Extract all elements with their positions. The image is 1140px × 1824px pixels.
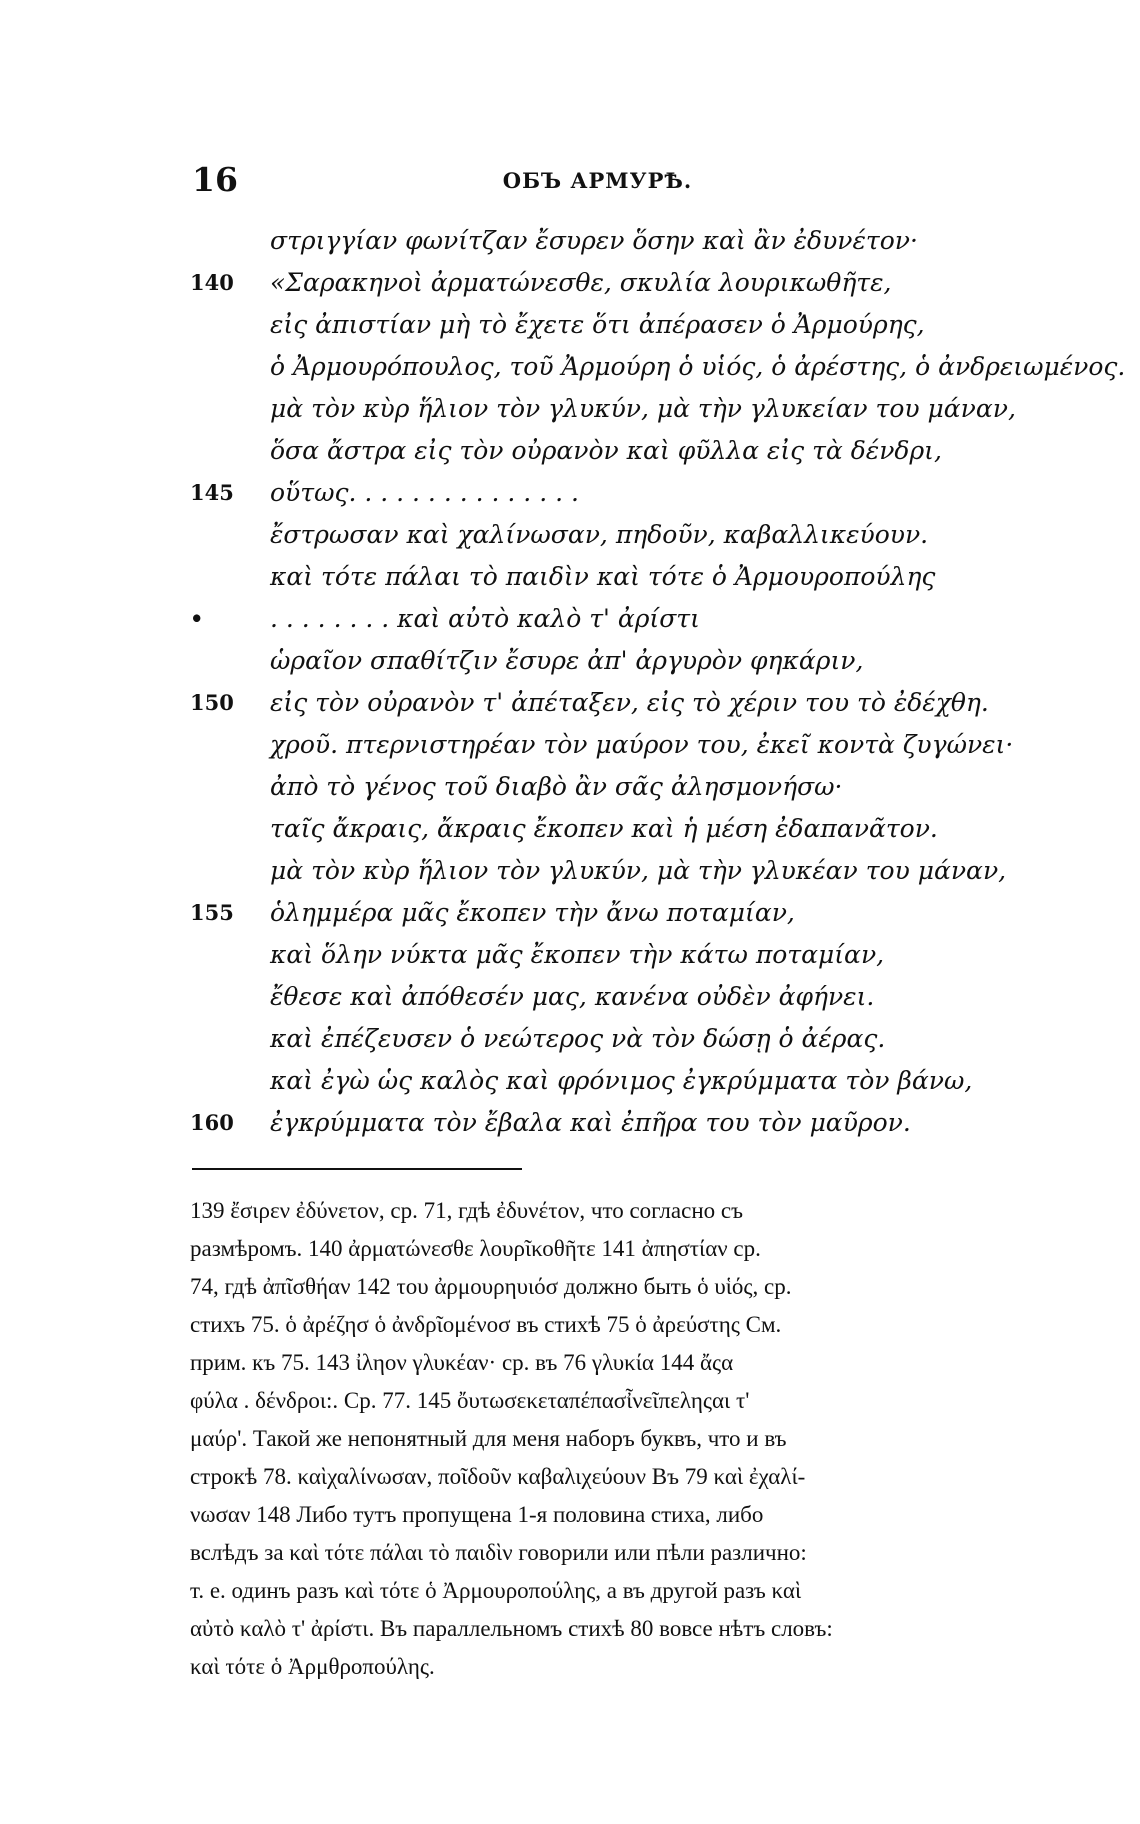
verse-text: . . . . . . . . καὶ αὐτὸ καλὸ τ' ἀρίστι [270, 604, 700, 633]
verse-line [190, 724, 1070, 766]
line-number: 140 [190, 270, 234, 295]
line-number: 150 [190, 690, 234, 715]
verse-text: χροῦ. πτερνιστηρέαν τὸν μαύρον του, ἐκεῖ κοντὰ ζυγώνει· [270, 730, 1014, 759]
verse-line [190, 850, 1070, 892]
verse-line [190, 514, 1070, 556]
verse-line [190, 388, 1070, 430]
verse-text: ταῖς ἄκραις, ἄκραις ἔκοπεν καὶ ἡ μέση ἐδαπανᾶτον. [270, 814, 938, 843]
line-number: 160 [190, 1110, 234, 1135]
footnote-line: прим. къ 75. 143 ἰληον γλυκέαν· ср. въ 76 γλυκία 144 ἄςα [190, 1350, 734, 1375]
verse-line [190, 1060, 1070, 1102]
page-number: 16 [192, 160, 238, 199]
verse-line [190, 598, 1070, 640]
line-number: 155 [190, 900, 234, 925]
verse-text: καὶ ὅλην νύκτα μᾶς ἔκοπεν τὴν κάτω ποταμίαν, [270, 940, 885, 969]
verse-text: μὰ τὸν κὺρ ἥλιον τὸν γλυκύν, μὰ τὴν γλυκέαν του μάναν, [270, 856, 1007, 885]
verse-line [190, 976, 1070, 1018]
verse-line [190, 304, 1070, 346]
footnote-line: 139 ἔσιρεν ἐδύνετον, ср. 71, гдѣ ἐδυνέτον, что согласно съ [190, 1198, 743, 1223]
verse-text: καὶ ἐπέζευσεν ὁ νεώτερος νὰ τὸν δώσῃ ὁ ἀέρας. [270, 1024, 886, 1053]
verse-block [190, 220, 1126, 1144]
verse-line [190, 220, 1070, 262]
line-number: 145 [190, 480, 234, 505]
verse-text: ἔστρωσαν καὶ χαλίνωσαν, πηδοῦν, καβαλλικεύουν. [270, 520, 929, 549]
verse-text: στριγγίαν φωνίτζαν ἔσυρεν ὅσην καὶ ἂν ἐδυνέτον· [270, 226, 918, 255]
verse-line [190, 430, 1070, 472]
verse-text: εἰς ἀπιστίαν μὴ τὸ ἔχετε ὅτι ἀπέρασεν ὁ Ἀρμούρης, [270, 310, 925, 339]
verse-text: εἰς τὸν οὐρανὸν τ' ἀπέταξεν, εἰς τὸ χέριν του τὸ ἐδέχθη. [270, 688, 989, 717]
footnote-line: καὶ τότε ὁ Ἀρμθροπούλης. [190, 1654, 435, 1679]
verse-text: καὶ ἐγὼ ὡς καλὸς καὶ φρόνιμος ἐγκρύμματα τὸν βάνω, [270, 1066, 973, 1095]
verse-line [190, 808, 1070, 850]
verse-text: ἐγκρύμματα τὸν ἔβαλα καὶ ἐπῆρα του τὸν μαῦρον. [270, 1108, 911, 1137]
footnote-line: строкѣ 78. καὶχαλίνωσαν, ποῖδοῦν καβαλιχεύουν Въ 79 καὶ ἐχαλί- [190, 1464, 806, 1489]
verse-text: καὶ τότε πάλαι τὸ παιδὶν καὶ τότε ὁ Ἀρμουροπούλης [270, 562, 936, 591]
verse-line [190, 934, 1070, 976]
footnote-line: φύλα . δένδροι:. Ср. 77. 145 ὄυτωσεκεταπέπασἶνεῖπεληςαι τ' [190, 1388, 750, 1413]
footnote-line: вслѣдъ за καὶ τότε πάλαι τὸ παιδὶν говорили или пѣли различно: [190, 1540, 807, 1565]
footnote-line: размѣромъ. 140 ἀρματώνεσθε λουρῖκοθῆτε 141 ἀπηστίαν ср. [190, 1236, 761, 1261]
line-number: • [190, 606, 204, 631]
verse-line [190, 766, 1070, 808]
footnote-line: стихъ 75. ὁ ἀρέζησ ὁ ἀνδρῖομένοσ въ стихѣ 75 ὁ ἀρεύστης См. [190, 1312, 782, 1337]
verse-line [190, 472, 1070, 514]
footnote-block [190, 1192, 1070, 1686]
verse-text: «Σαρακηνοὶ ἀρματώνεσθε, σκυλία λουρικωθῆτε, [270, 268, 892, 297]
verse-line [190, 346, 1126, 388]
verse-text: ἀπὸ τὸ γένος τοῦ διαβὸ ἂν σᾶς ἀλησμονήσω· [270, 772, 843, 801]
verse-text: ὅσα ἄστρα εἰς τὸν οὐρανὸν καὶ φῦλλα εἰς τὰ δένδρι, [270, 436, 942, 465]
verse-line [190, 682, 1070, 724]
footnote-line: μαύρ'. Такой же непонятный для меня наборъ буквъ, что и въ [190, 1426, 787, 1451]
verse-text: ὡραῖον σπαθίτζιν ἔσυρε ἀπ' ἀργυρὸν φηκάριν, [270, 646, 864, 675]
footnote-line: 74, гдѣ ἀπῖσθήαν 142 του ἀρμουρηυιόσ должно быть ὁ υἱός, ср. [190, 1274, 792, 1299]
verse-text: ὁλημμέρα μᾶς ἔκοπεν τὴν ἄνω ποταμίαν, [270, 898, 795, 927]
verse-line [190, 640, 1070, 682]
running-head: ОБЪ АРМУРѢ. [502, 168, 693, 193]
verse-line [190, 1018, 1070, 1060]
verse-text: μὰ τὸν κὺρ ἥλιον τὸν γλυκύν, μὰ τὴν γλυκείαν του μάναν, [270, 394, 1016, 423]
footnote-line: т. е. одинъ разъ καὶ τότε ὁ Ἀρμουροπούλης, а въ другой разъ καὶ [190, 1578, 802, 1603]
footnote-line: νωσαν 148 Либо тутъ пропущена 1-я половина стиха, либо [190, 1502, 764, 1527]
footnote-rule [192, 1168, 522, 1170]
verse-line [190, 262, 1070, 304]
verse-text: ἔθεσε καὶ ἀπόθεσέν μας, κανένα οὐδὲν ἀφήνει. [270, 982, 875, 1011]
verse-line [190, 556, 1070, 598]
verse-text: οὕτως. . . . . . . . . . . . . . . [270, 478, 579, 507]
verse-line [190, 1102, 1070, 1144]
verse-line [190, 892, 1070, 934]
footnote-line: αὐτὸ καλὸ τ' ἀρίστι. Въ параллельномъ стихѣ 80 вовсе нѣтъ словъ: [190, 1616, 833, 1641]
verse-text: ὁ Ἀρμουρόπουλος, τοῦ Ἀρμούρη ὁ υἱός, ὁ ἀρέστης, ὁ ἀνδρειωμένος. [270, 352, 1126, 381]
